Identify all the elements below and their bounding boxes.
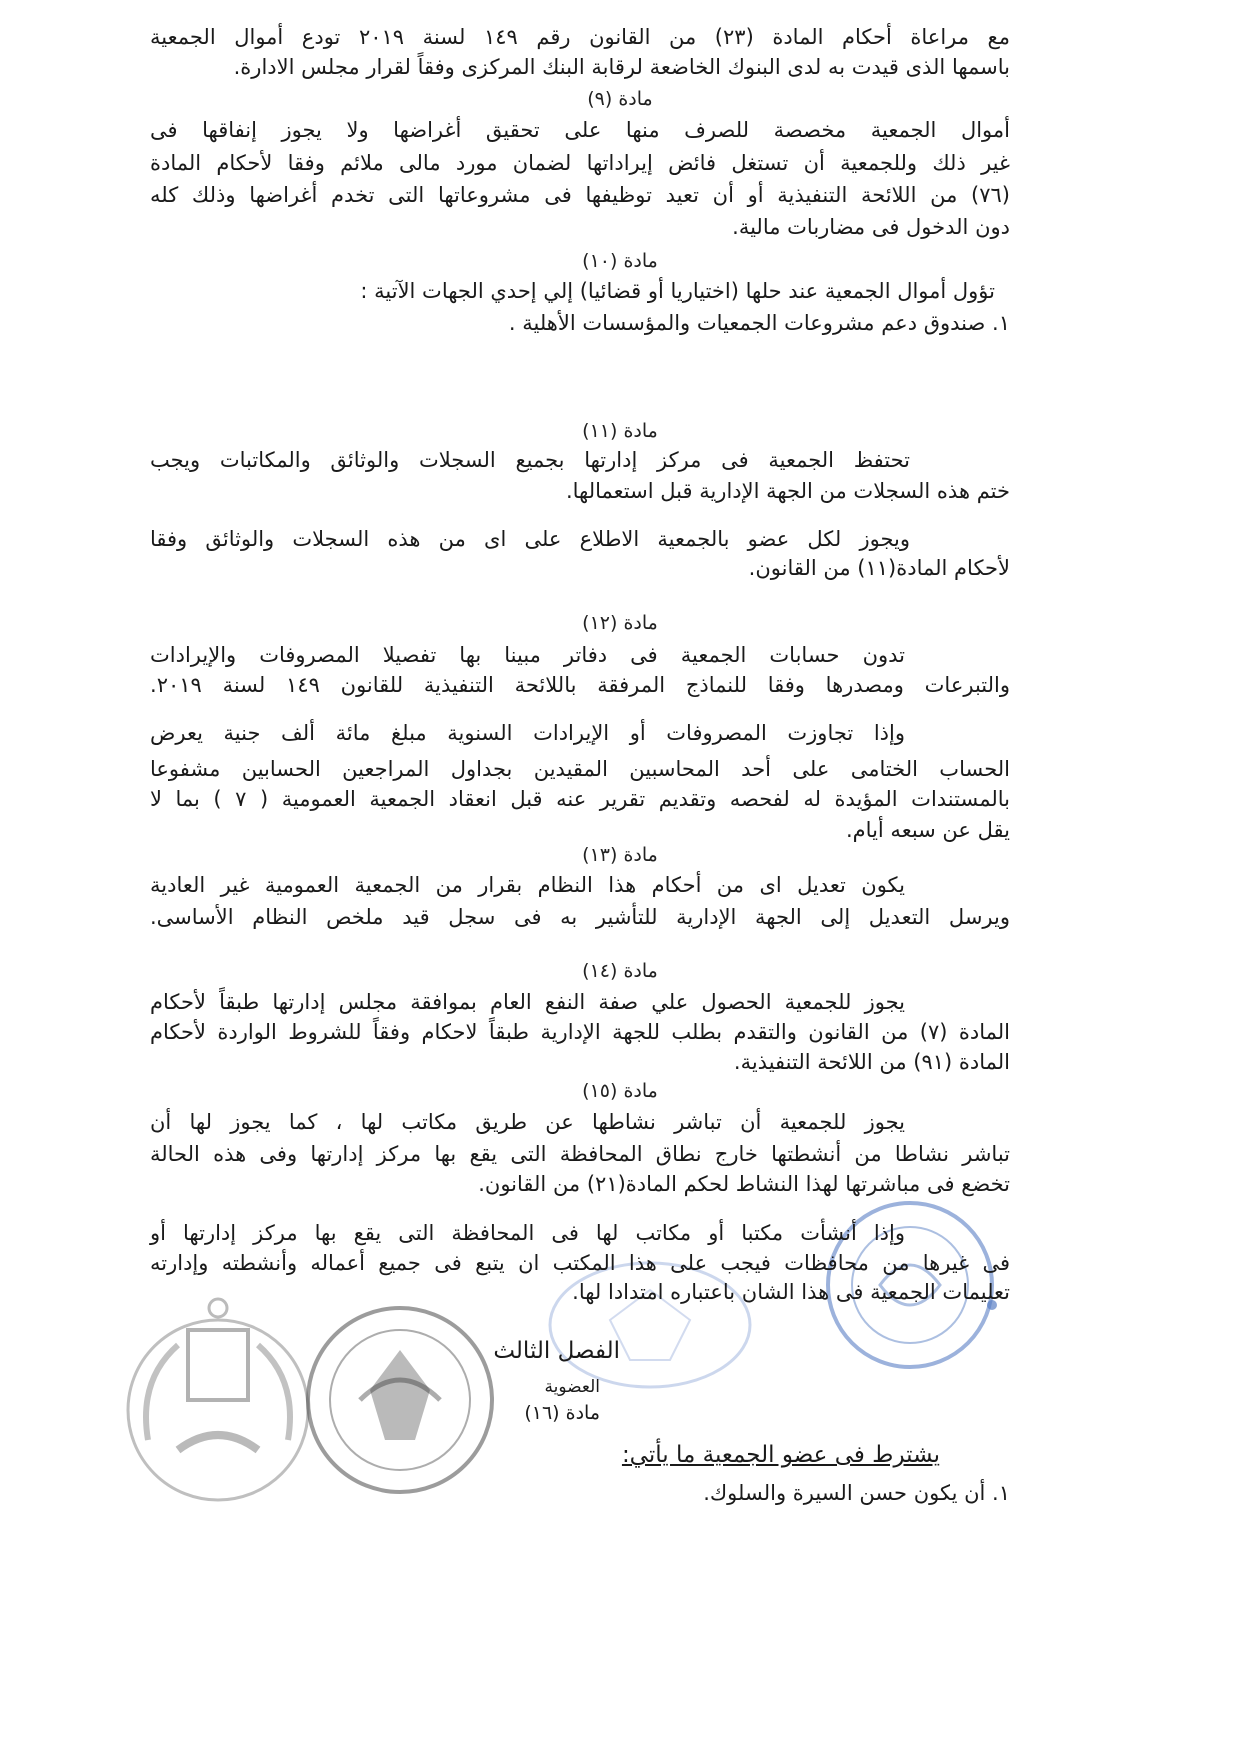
chapter-subtitle: العضوية <box>544 1377 600 1397</box>
text-line: تخضع فى مباشرتها لهذا النشاط لحكم المادة(٢١) من القانون. <box>478 1172 1010 1196</box>
text-line: مع مراعاة أحكام المادة (٢٣) من القانون رقم ١٤٩ لسنة ٢٠١٩ تودع أموال الجمعية <box>150 25 1010 49</box>
text-line: ١. صندوق دعم مشروعات الجمعيات والمؤسسات الأهلية . <box>508 311 1010 335</box>
text-line: الحساب الختامى على أحد المحاسبين المقيدين بجداول المراجعين الحسابين مشفوعا <box>150 757 1010 781</box>
article-15-heading: مادة (١٥) <box>582 1080 658 1102</box>
text-line: يكون تعديل اى من أحكام هذا النظام بقرار من الجمعية العمومية غير العادية <box>150 873 905 897</box>
text-line: غير ذلك وللجمعية أن تستغل فائض إيراداتها لضمان مورد مالى ملائم وفقا لأحكام المادة <box>150 151 1010 175</box>
chapter-title: الفصل الثالث <box>493 1338 620 1364</box>
text-line: باسمها الذى قيدت به لدى البنوك الخاضعة لرقابة البنك المركزى وفقاً لقرار مجلس الادارة. <box>233 55 1010 79</box>
article-12-heading: مادة (١٢) <box>582 612 658 634</box>
text-line: وإذا أنشأت مكتبا أو مكاتب لها فى المحافظة التى يقع بها مركز إدارتها أو <box>150 1221 905 1245</box>
text-line: أموال الجمعية مخصصة للصرف منها على تحقيق أغراضها ولا يجوز إنفاقها فى <box>150 118 1010 142</box>
text-line: يجوز للجمعية الحصول علي صفة النفع العام بموافقة مجلس إدارتها طبقاً لأحكام <box>150 990 905 1014</box>
text-line: ويرسل التعديل إلى الجهة الإدارية للتأشير به فى سجل قيد ملخص النظام الأساسى. <box>150 905 1010 929</box>
text-line: بالمستندات المؤيدة له لفحصه وتقديم تقرير عنه قبل انعقاد الجمعية العمومية ( ٧ ) بما لا <box>150 787 1010 811</box>
text-line: تباشر نشاطا من أنشطتها خارج نطاق المحافظة التى يقع بها مركز إدارتها وفى هذه الحالة <box>150 1142 1010 1166</box>
article-9-heading: مادة (٩) <box>587 88 653 110</box>
text-line: المادة (٧) من القانون والتقدم بطلب للجهة الإدارية طبقاً لاحكام وفقاً للشروط الواردة لأحكام <box>150 1020 1010 1044</box>
organization-logo-stamp <box>118 1290 318 1510</box>
text-line: والتبرعات ومصدرها وفقا للنماذج المرفقة باللائحة التنفيذية للقانون ١٤٩ لسنة ٢٠١٩. <box>150 673 1010 697</box>
text-line: لأحكام المادة(١١) من القانون. <box>748 556 1010 580</box>
text-line: تحتفظ الجمعية فى مركز إدارتها بجميع السجلات والوثائق والمكاتبات ويجب <box>150 448 910 472</box>
list-item: ١. أن يكون حسن السيرة والسلوك. <box>703 1481 1010 1505</box>
text-line: ويجوز لكل عضو بالجمعية الاطلاع على اى من هذه السجلات والوثائق وفقا <box>150 527 910 551</box>
text-line: تؤول أموال الجمعية عند حلها (اختياريا أو قضائيا) إلي إحدي الجهات الآتية : <box>360 279 995 303</box>
article-16-heading: مادة (١٦) <box>524 1402 600 1424</box>
article-10-heading: مادة (١٠) <box>582 250 658 272</box>
membership-conditions-intro: يشترط فى عضو الجمعية ما يأتي: <box>621 1442 940 1468</box>
text-line: فى غيرها من محافظات فيجب على هذا المكتب ان يتبع فى جميع أعماله وأنشطته وإدارته <box>150 1251 1010 1275</box>
text-line: يقل عن سبعه أيام. <box>846 818 1010 842</box>
text-line: دون الدخول فى مضاربات مالية. <box>732 215 1010 239</box>
article-14-heading: مادة (١٤) <box>582 960 658 982</box>
text-line: وإذا تجاوزت المصروفات أو الإيرادات السنوية مبلغ مائة ألف جنية يعرض <box>150 721 905 745</box>
text-line: (٧٦) من اللائحة التنفيذية أو أن تعيد توظيفها فى مشروعاتها التى تخدم أغراضها وذلك كله <box>150 183 1010 207</box>
text-line: تدون حسابات الجمعية فى دفاتر مبينا بها تفصيلا المصروفات والإيرادات <box>150 643 905 667</box>
article-11-heading: مادة (١١) <box>582 420 658 442</box>
text-line: المادة (٩١) من اللائحة التنفيذية. <box>733 1050 1010 1074</box>
article-13-heading: مادة (١٣) <box>582 844 658 866</box>
text-line: يجوز للجمعية أن تباشر نشاطها عن طريق مكاتب لها ، كما يجوز لها أن <box>150 1110 905 1134</box>
text-line: تعليمات الجمعية فى هذا الشان باعتباره امتدادا لها. <box>572 1280 1010 1304</box>
text-line: ختم هذه السجلات من الجهة الإدارية قبل استعمالها. <box>565 479 1010 503</box>
